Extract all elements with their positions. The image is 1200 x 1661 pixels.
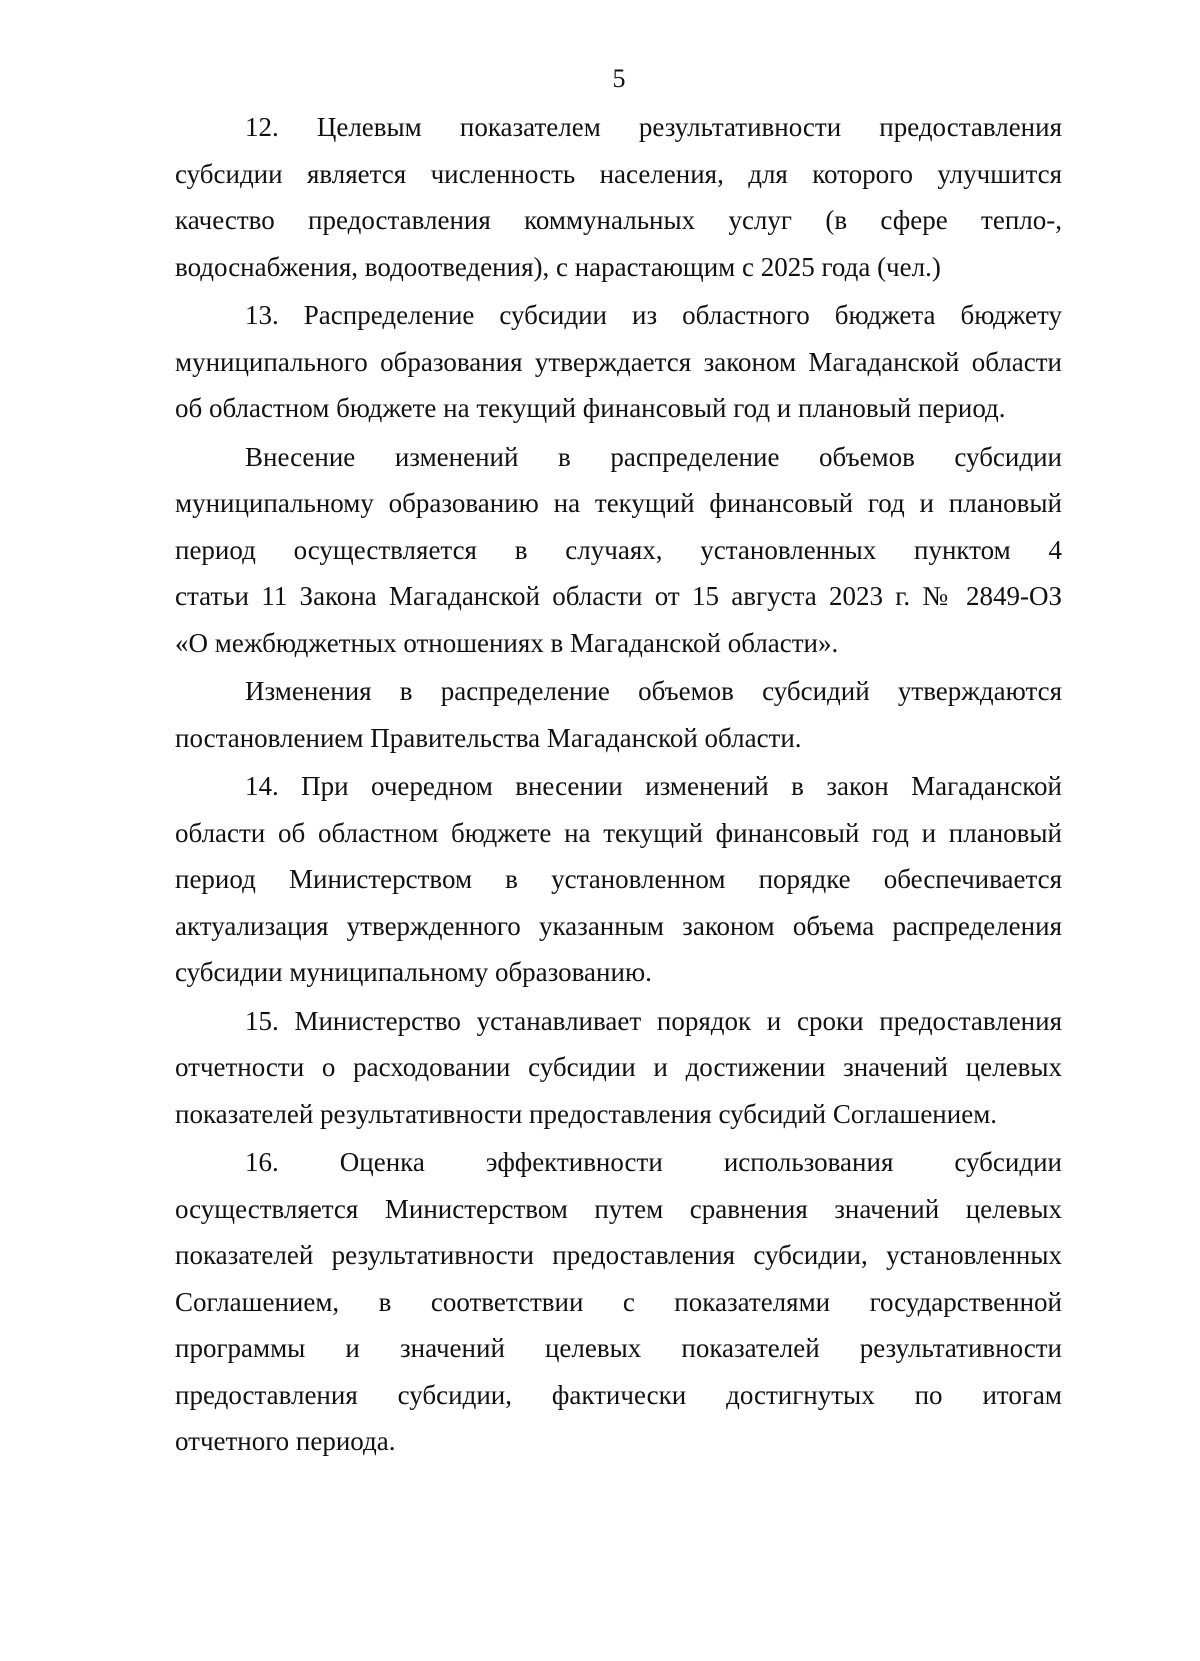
text-line: 14. При очередном внесении изменений в закон Магаданской bbox=[245, 771, 1062, 801]
text-line: Изменения в распределение объемов субсидий утверждаются bbox=[245, 676, 1062, 706]
text-line: водоснабжения, водоотведения), с нарастающим с 2025 года (чел.) bbox=[175, 251, 941, 282]
text-line: 13. Распределение субсидии из областного бюджета бюджету bbox=[245, 300, 1062, 330]
text-line: предоставления субсидии, фактически достигнутых по итогам bbox=[175, 1379, 1062, 1410]
text-line: об областном бюджете на текущий финансовый год и плановый период. bbox=[175, 393, 1006, 423]
text-line: показателей результативности предоставления субсидий Соглашением. bbox=[175, 1098, 998, 1129]
text-line: субсидии муниципальному образованию. bbox=[175, 957, 652, 987]
paragraph-14 bbox=[175, 763, 1062, 996]
text-line: Соглашением, в соответствии с показателями государственной bbox=[175, 1286, 1062, 1317]
text-line: период осуществляется в случаях, установленных пунктом 4 bbox=[175, 534, 1062, 565]
text-line: Внесение изменений в распределение объемов субсидии bbox=[245, 441, 1062, 472]
paragraph-13-changes bbox=[175, 434, 1062, 667]
paragraph-13-approval bbox=[175, 668, 1062, 761]
paragraph-16 bbox=[175, 1139, 1062, 1465]
text-line: статьи 11 Закона Магаданской области от 15 августа 2023 г. № 2849-ОЗ bbox=[175, 581, 1062, 611]
text-line: качество предоставления коммунальных услуг (в сфере тепло-, bbox=[175, 205, 1062, 235]
paragraph-15 bbox=[175, 998, 1062, 1138]
text-line: отчетности о расходовании субсидии и достижении значений целевых bbox=[175, 1052, 1062, 1082]
text-line: отчетного периода. bbox=[175, 1426, 396, 1456]
text-line: 15. Министерство устанавливает порядок и сроки предоставления bbox=[245, 1005, 1062, 1036]
text-line: муниципального образования утверждается законом Магаданской области bbox=[175, 346, 1062, 377]
text-line: постановлением Правительства Магаданской области. bbox=[175, 722, 802, 753]
text-line: период Министерством в установленном порядке обеспечивается bbox=[175, 864, 1062, 894]
document-body bbox=[175, 104, 1062, 1467]
text-line: программы и значений целевых показателей результативности bbox=[175, 1333, 1062, 1363]
text-line: области об областном бюджете на текущий финансовый год и плановый bbox=[175, 817, 1062, 848]
text-line: 16. Оценка эффективности использования субсидии bbox=[245, 1147, 1062, 1177]
text-line: осуществляется Министерством путем сравнения значений целевых bbox=[175, 1193, 1062, 1224]
paragraph-12 bbox=[175, 104, 1062, 290]
text-line: субсидии является численность населения, для которого улучшится bbox=[175, 158, 1062, 189]
page-number: 5 bbox=[612, 64, 626, 93]
text-line: «О межбюджетных отношениях в Магаданской области». bbox=[175, 627, 839, 658]
text-line: показателей результативности предоставления субсидии, установленных bbox=[175, 1240, 1062, 1270]
text-line: актуализация утвержденного указанным законом объема распределения bbox=[175, 910, 1062, 941]
text-line: муниципальному образованию на текущий финансовый год и плановый bbox=[175, 488, 1062, 518]
paragraph-13 bbox=[175, 292, 1062, 432]
text-line: 12. Целевым показателем результативности предоставления bbox=[245, 112, 1062, 142]
